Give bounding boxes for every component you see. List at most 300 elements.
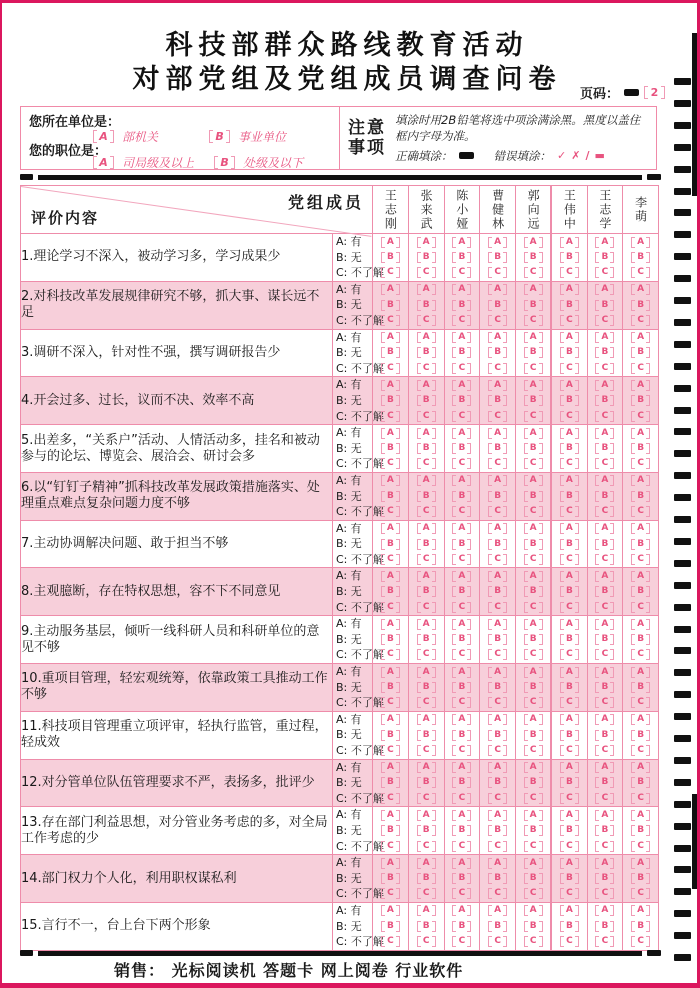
answer-bubble-b[interactable]: B: [381, 539, 400, 550]
answer-bubble-b[interactable]: B: [631, 491, 650, 502]
answer-bubble-b[interactable]: B: [524, 921, 543, 932]
answer-bubble-c[interactable]: C: [631, 841, 650, 852]
answer-bubble-b[interactable]: B: [417, 777, 436, 788]
answer-bubble-c[interactable]: C: [381, 363, 400, 374]
answer-bubble-c[interactable]: C: [488, 267, 507, 278]
answer-bubble-a[interactable]: A: [488, 332, 507, 343]
answer-bubble-a[interactable]: A: [560, 428, 579, 439]
answer-bubble-a[interactable]: A: [524, 428, 543, 439]
answer-bubble-b[interactable]: B: [595, 395, 614, 406]
answer-bubble-c[interactable]: C: [381, 697, 400, 708]
answer-bubble-a[interactable]: A: [417, 905, 436, 916]
answer-bubble-a[interactable]: A: [381, 571, 400, 582]
answer-bubble-c[interactable]: C: [452, 697, 471, 708]
answer-bubble-c[interactable]: C: [417, 697, 436, 708]
answer-bubble-a[interactable]: A: [452, 428, 471, 439]
answer-bubble-c[interactable]: C: [417, 745, 436, 756]
answer-bubble-b[interactable]: B: [452, 491, 471, 502]
answer-bubble-c[interactable]: C: [452, 649, 471, 660]
answer-bubble-c[interactable]: C: [417, 506, 436, 517]
answer-bubble-b[interactable]: B: [631, 539, 650, 550]
answer-bubble-a[interactable]: A: [631, 380, 650, 391]
answer-bubble-a[interactable]: A: [560, 858, 579, 869]
answer-bubble-b[interactable]: B: [560, 395, 579, 406]
answer-bubble-b[interactable]: B: [381, 730, 400, 741]
answer-bubble-a[interactable]: A: [452, 905, 471, 916]
answer-bubble-b[interactable]: B: [488, 682, 507, 693]
answer-bubble-c[interactable]: C: [452, 411, 471, 422]
answer-bubble-c[interactable]: C: [381, 267, 400, 278]
answer-bubble-c[interactable]: C: [452, 458, 471, 469]
answer-bubble-c[interactable]: C: [381, 936, 400, 947]
answer-bubble-a[interactable]: A: [381, 810, 400, 821]
answer-bubble-c[interactable]: C: [595, 936, 614, 947]
answer-bubble-c[interactable]: C: [524, 267, 543, 278]
answer-bubble-a[interactable]: A: [417, 332, 436, 343]
answer-bubble-c[interactable]: C: [381, 315, 400, 326]
answer-bubble-b[interactable]: B: [631, 921, 650, 932]
answer-bubble-a[interactable]: A: [631, 858, 650, 869]
answer-bubble-c[interactable]: C: [417, 649, 436, 660]
answer-bubble-a[interactable]: A: [595, 667, 614, 678]
answer-bubble-b[interactable]: B: [595, 586, 614, 597]
answer-bubble-a[interactable]: A: [452, 858, 471, 869]
answer-bubble-b[interactable]: B: [560, 730, 579, 741]
answer-bubble-b[interactable]: B: [524, 347, 543, 358]
answer-bubble-b[interactable]: B: [595, 825, 614, 836]
answer-bubble-b[interactable]: B: [488, 921, 507, 932]
answer-bubble-c[interactable]: C: [595, 506, 614, 517]
answer-bubble-a[interactable]: A: [381, 284, 400, 295]
answer-bubble-b[interactable]: B: [452, 921, 471, 932]
answer-bubble-b[interactable]: B: [524, 777, 543, 788]
answer-bubble-b[interactable]: B: [595, 634, 614, 645]
answer-bubble-b[interactable]: B: [452, 730, 471, 741]
answer-bubble-a[interactable]: A: [488, 714, 507, 725]
answer-bubble-c[interactable]: C: [631, 649, 650, 660]
answer-bubble-c[interactable]: C: [417, 793, 436, 804]
answer-bubble-b[interactable]: B: [381, 347, 400, 358]
answer-bubble-a[interactable]: A: [452, 571, 471, 582]
answer-bubble-b[interactable]: B: [560, 443, 579, 454]
answer-bubble-c[interactable]: C: [452, 506, 471, 517]
answer-bubble-c[interactable]: C: [560, 267, 579, 278]
answer-bubble-a[interactable]: A: [381, 905, 400, 916]
answer-bubble-a[interactable]: A: [595, 619, 614, 630]
answer-bubble-c[interactable]: C: [560, 697, 579, 708]
answer-bubble-a[interactable]: A: [488, 762, 507, 773]
answer-bubble-c[interactable]: C: [595, 841, 614, 852]
answer-bubble-b[interactable]: B: [452, 873, 471, 884]
answer-bubble-b[interactable]: B: [560, 682, 579, 693]
answer-bubble-a[interactable]: A: [560, 762, 579, 773]
answer-bubble-a[interactable]: A: [524, 571, 543, 582]
answer-bubble-b[interactable]: B: [595, 873, 614, 884]
answer-bubble-c[interactable]: C: [381, 602, 400, 613]
answer-bubble-b[interactable]: B: [488, 347, 507, 358]
answer-bubble-a[interactable]: A: [488, 810, 507, 821]
answer-bubble-b[interactable]: B: [488, 300, 507, 311]
answer-bubble-a[interactable]: A: [417, 762, 436, 773]
answer-bubble-a[interactable]: A: [381, 332, 400, 343]
answer-bubble-a[interactable]: A: [452, 332, 471, 343]
answer-bubble-c[interactable]: C: [560, 888, 579, 899]
answer-bubble-b[interactable]: B: [417, 491, 436, 502]
answer-bubble-b[interactable]: B: [631, 873, 650, 884]
answer-bubble-b[interactable]: B: [381, 586, 400, 597]
answer-bubble-a[interactable]: A: [595, 858, 614, 869]
answer-bubble-a[interactable]: A: [631, 619, 650, 630]
answer-bubble-c[interactable]: C: [417, 602, 436, 613]
answer-bubble-b[interactable]: B: [595, 539, 614, 550]
answer-bubble-b[interactable]: B: [417, 539, 436, 550]
answer-bubble-a[interactable]: A: [452, 475, 471, 486]
answer-bubble-a[interactable]: A: [417, 523, 436, 534]
answer-bubble-b[interactable]: B: [417, 586, 436, 597]
answer-bubble-c[interactable]: C: [524, 697, 543, 708]
answer-bubble-c[interactable]: C: [560, 841, 579, 852]
answer-bubble-c[interactable]: C: [524, 506, 543, 517]
answer-bubble-b[interactable]: B: [488, 395, 507, 406]
answer-bubble-a[interactable]: A: [560, 714, 579, 725]
answer-bubble-a[interactable]: A: [524, 905, 543, 916]
answer-bubble-a[interactable]: A: [381, 667, 400, 678]
answer-bubble-b[interactable]: B: [452, 825, 471, 836]
answer-bubble-b[interactable]: B: [595, 777, 614, 788]
answer-bubble-a[interactable]: A: [417, 810, 436, 821]
answer-bubble-b[interactable]: B: [417, 873, 436, 884]
answer-bubble-a[interactable]: A: [560, 237, 579, 248]
answer-bubble-c[interactable]: C: [488, 411, 507, 422]
answer-bubble-a[interactable]: A: [631, 762, 650, 773]
answer-bubble-b[interactable]: B: [381, 634, 400, 645]
answer-bubble-a[interactable]: A: [381, 475, 400, 486]
answer-bubble-a[interactable]: A: [452, 619, 471, 630]
answer-bubble-a[interactable]: A: [560, 571, 579, 582]
answer-bubble-c[interactable]: C: [452, 267, 471, 278]
answer-bubble-c[interactable]: C: [488, 697, 507, 708]
answer-bubble-c[interactable]: C: [381, 841, 400, 852]
answer-bubble-a[interactable]: A: [488, 237, 507, 248]
answer-bubble-a[interactable]: A: [595, 523, 614, 534]
answer-bubble-a[interactable]: A: [488, 858, 507, 869]
answer-bubble-b[interactable]: B: [524, 634, 543, 645]
answer-bubble-a[interactable]: A: [381, 619, 400, 630]
answer-bubble-a[interactable]: A: [631, 523, 650, 534]
answer-bubble-a[interactable]: A: [488, 428, 507, 439]
answer-bubble-c[interactable]: C: [488, 363, 507, 374]
answer-bubble-b[interactable]: B: [595, 347, 614, 358]
answer-bubble-a[interactable]: A: [452, 284, 471, 295]
answer-bubble-b[interactable]: B: [381, 300, 400, 311]
answer-bubble-b[interactable]: B: [452, 682, 471, 693]
answer-bubble-b[interactable]: B: [560, 825, 579, 836]
answer-bubble-b[interactable]: B: [417, 730, 436, 741]
answer-bubble-b[interactable]: B: [524, 395, 543, 406]
answer-bubble-a[interactable]: A: [381, 523, 400, 534]
answer-bubble-c[interactable]: C: [381, 554, 400, 565]
answer-bubble-a[interactable]: A: [560, 332, 579, 343]
answer-bubble-c[interactable]: C: [595, 888, 614, 899]
answer-bubble-a[interactable]: A: [452, 810, 471, 821]
position-option-a-bubble[interactable]: A: [93, 156, 114, 169]
answer-bubble-b[interactable]: B: [595, 921, 614, 932]
answer-bubble-a[interactable]: A: [560, 380, 579, 391]
answer-bubble-c[interactable]: C: [417, 888, 436, 899]
answer-bubble-b[interactable]: B: [417, 825, 436, 836]
answer-bubble-b[interactable]: B: [631, 634, 650, 645]
answer-bubble-b[interactable]: B: [452, 634, 471, 645]
answer-bubble-b[interactable]: B: [560, 586, 579, 597]
answer-bubble-c[interactable]: C: [452, 841, 471, 852]
answer-bubble-a[interactable]: A: [381, 762, 400, 773]
answer-bubble-b[interactable]: B: [524, 825, 543, 836]
answer-bubble-c[interactable]: C: [488, 793, 507, 804]
answer-bubble-a[interactable]: A: [524, 380, 543, 391]
answer-bubble-c[interactable]: C: [631, 602, 650, 613]
answer-bubble-a[interactable]: A: [631, 284, 650, 295]
answer-bubble-b[interactable]: B: [381, 873, 400, 884]
answer-bubble-c[interactable]: C: [417, 554, 436, 565]
answer-bubble-a[interactable]: A: [595, 475, 614, 486]
answer-bubble-a[interactable]: A: [417, 619, 436, 630]
answer-bubble-a[interactable]: A: [595, 284, 614, 295]
answer-bubble-b[interactable]: B: [560, 491, 579, 502]
answer-bubble-a[interactable]: A: [595, 571, 614, 582]
answer-bubble-a[interactable]: A: [524, 619, 543, 630]
answer-bubble-a[interactable]: A: [524, 237, 543, 248]
answer-bubble-c[interactable]: C: [488, 554, 507, 565]
answer-bubble-a[interactable]: A: [417, 714, 436, 725]
answer-bubble-c[interactable]: C: [417, 267, 436, 278]
answer-bubble-c[interactable]: C: [560, 363, 579, 374]
answer-bubble-c[interactable]: C: [560, 554, 579, 565]
answer-bubble-a[interactable]: A: [452, 237, 471, 248]
answer-bubble-c[interactable]: C: [524, 745, 543, 756]
answer-bubble-b[interactable]: B: [560, 347, 579, 358]
answer-bubble-a[interactable]: A: [452, 667, 471, 678]
answer-bubble-a[interactable]: A: [417, 380, 436, 391]
answer-bubble-a[interactable]: A: [595, 810, 614, 821]
answer-bubble-a[interactable]: A: [631, 332, 650, 343]
answer-bubble-b[interactable]: B: [488, 443, 507, 454]
answer-bubble-a[interactable]: A: [560, 284, 579, 295]
answer-bubble-a[interactable]: A: [560, 523, 579, 534]
answer-bubble-b[interactable]: B: [488, 252, 507, 263]
answer-bubble-b[interactable]: B: [452, 443, 471, 454]
answer-bubble-c[interactable]: C: [631, 411, 650, 422]
answer-bubble-c[interactable]: C: [631, 697, 650, 708]
answer-bubble-b[interactable]: B: [452, 586, 471, 597]
answer-bubble-a[interactable]: A: [381, 714, 400, 725]
answer-bubble-c[interactable]: C: [595, 267, 614, 278]
answer-bubble-c[interactable]: C: [560, 602, 579, 613]
answer-bubble-b[interactable]: B: [631, 443, 650, 454]
answer-bubble-a[interactable]: A: [631, 810, 650, 821]
answer-bubble-c[interactable]: C: [524, 936, 543, 947]
answer-bubble-b[interactable]: B: [417, 347, 436, 358]
answer-bubble-a[interactable]: A: [488, 619, 507, 630]
answer-bubble-a[interactable]: A: [595, 380, 614, 391]
answer-bubble-a[interactable]: A: [452, 523, 471, 534]
answer-bubble-a[interactable]: A: [417, 237, 436, 248]
answer-bubble-c[interactable]: C: [595, 793, 614, 804]
answer-bubble-c[interactable]: C: [595, 363, 614, 374]
answer-bubble-b[interactable]: B: [417, 921, 436, 932]
answer-bubble-b[interactable]: B: [452, 300, 471, 311]
answer-bubble-b[interactable]: B: [488, 825, 507, 836]
answer-bubble-c[interactable]: C: [452, 315, 471, 326]
answer-bubble-c[interactable]: C: [631, 554, 650, 565]
answer-bubble-c[interactable]: C: [381, 458, 400, 469]
answer-bubble-b[interactable]: B: [631, 825, 650, 836]
answer-bubble-c[interactable]: C: [381, 745, 400, 756]
answer-bubble-a[interactable]: A: [560, 905, 579, 916]
answer-bubble-c[interactable]: C: [631, 267, 650, 278]
unit-option-b-bubble[interactable]: B: [209, 130, 230, 143]
answer-bubble-b[interactable]: B: [595, 682, 614, 693]
answer-bubble-b[interactable]: B: [524, 730, 543, 741]
answer-bubble-a[interactable]: A: [452, 762, 471, 773]
answer-bubble-a[interactable]: A: [452, 380, 471, 391]
answer-bubble-a[interactable]: A: [488, 905, 507, 916]
answer-bubble-c[interactable]: C: [631, 936, 650, 947]
answer-bubble-c[interactable]: C: [560, 458, 579, 469]
answer-bubble-a[interactable]: A: [417, 428, 436, 439]
answer-bubble-c[interactable]: C: [417, 841, 436, 852]
answer-bubble-b[interactable]: B: [524, 586, 543, 597]
answer-bubble-b[interactable]: B: [417, 682, 436, 693]
answer-bubble-b[interactable]: B: [631, 347, 650, 358]
answer-bubble-b[interactable]: B: [524, 873, 543, 884]
answer-bubble-b[interactable]: B: [452, 395, 471, 406]
answer-bubble-c[interactable]: C: [560, 793, 579, 804]
answer-bubble-b[interactable]: B: [488, 777, 507, 788]
answer-bubble-c[interactable]: C: [560, 745, 579, 756]
answer-bubble-b[interactable]: B: [595, 252, 614, 263]
answer-bubble-c[interactable]: C: [524, 554, 543, 565]
answer-bubble-a[interactable]: A: [560, 475, 579, 486]
answer-bubble-b[interactable]: B: [631, 586, 650, 597]
answer-bubble-c[interactable]: C: [488, 458, 507, 469]
answer-bubble-a[interactable]: A: [381, 380, 400, 391]
answer-bubble-a[interactable]: A: [452, 714, 471, 725]
answer-bubble-c[interactable]: C: [524, 411, 543, 422]
answer-bubble-b[interactable]: B: [417, 395, 436, 406]
answer-bubble-b[interactable]: B: [452, 539, 471, 550]
answer-bubble-b[interactable]: B: [524, 491, 543, 502]
answer-bubble-c[interactable]: C: [560, 936, 579, 947]
answer-bubble-c[interactable]: C: [452, 936, 471, 947]
answer-bubble-b[interactable]: B: [560, 252, 579, 263]
answer-bubble-c[interactable]: C: [524, 793, 543, 804]
answer-bubble-b[interactable]: B: [631, 300, 650, 311]
answer-bubble-a[interactable]: A: [631, 571, 650, 582]
answer-bubble-a[interactable]: A: [488, 667, 507, 678]
answer-bubble-a[interactable]: A: [524, 714, 543, 725]
answer-bubble-b[interactable]: B: [524, 252, 543, 263]
answer-bubble-b[interactable]: B: [560, 777, 579, 788]
position-option-b-bubble[interactable]: B: [214, 156, 235, 169]
answer-bubble-c[interactable]: C: [595, 458, 614, 469]
answer-bubble-a[interactable]: A: [417, 571, 436, 582]
answer-bubble-a[interactable]: A: [631, 237, 650, 248]
answer-bubble-c[interactable]: C: [452, 888, 471, 899]
answer-bubble-c[interactable]: C: [595, 411, 614, 422]
answer-bubble-a[interactable]: A: [524, 667, 543, 678]
answer-bubble-c[interactable]: C: [595, 315, 614, 326]
answer-bubble-c[interactable]: C: [488, 649, 507, 660]
answer-bubble-b[interactable]: B: [381, 825, 400, 836]
answer-bubble-a[interactable]: A: [488, 571, 507, 582]
answer-bubble-b[interactable]: B: [560, 539, 579, 550]
answer-bubble-a[interactable]: A: [417, 475, 436, 486]
answer-bubble-b[interactable]: B: [524, 682, 543, 693]
answer-bubble-a[interactable]: A: [488, 380, 507, 391]
answer-bubble-a[interactable]: A: [595, 714, 614, 725]
answer-bubble-b[interactable]: B: [595, 491, 614, 502]
answer-bubble-c[interactable]: C: [524, 888, 543, 899]
answer-bubble-b[interactable]: B: [560, 921, 579, 932]
answer-bubble-b[interactable]: B: [524, 300, 543, 311]
answer-bubble-b[interactable]: B: [381, 921, 400, 932]
answer-bubble-c[interactable]: C: [452, 554, 471, 565]
answer-bubble-b[interactable]: B: [381, 682, 400, 693]
answer-bubble-c[interactable]: C: [595, 745, 614, 756]
answer-bubble-a[interactable]: A: [381, 237, 400, 248]
answer-bubble-b[interactable]: B: [452, 252, 471, 263]
answer-bubble-b[interactable]: B: [488, 634, 507, 645]
answer-bubble-a[interactable]: A: [524, 332, 543, 343]
answer-bubble-b[interactable]: B: [488, 873, 507, 884]
answer-bubble-c[interactable]: C: [524, 602, 543, 613]
answer-bubble-b[interactable]: B: [595, 300, 614, 311]
answer-bubble-c[interactable]: C: [381, 793, 400, 804]
answer-bubble-c[interactable]: C: [488, 936, 507, 947]
answer-bubble-c[interactable]: C: [417, 458, 436, 469]
answer-bubble-a[interactable]: A: [524, 858, 543, 869]
answer-bubble-b[interactable]: B: [631, 777, 650, 788]
answer-bubble-c[interactable]: C: [631, 506, 650, 517]
answer-bubble-a[interactable]: A: [595, 428, 614, 439]
answer-bubble-c[interactable]: C: [631, 745, 650, 756]
answer-bubble-a[interactable]: A: [524, 810, 543, 821]
answer-bubble-a[interactable]: A: [631, 667, 650, 678]
answer-bubble-b[interactable]: B: [488, 491, 507, 502]
answer-bubble-a[interactable]: A: [417, 284, 436, 295]
answer-bubble-c[interactable]: C: [631, 315, 650, 326]
answer-bubble-b[interactable]: B: [631, 730, 650, 741]
answer-bubble-b[interactable]: B: [381, 252, 400, 263]
answer-bubble-c[interactable]: C: [524, 363, 543, 374]
answer-bubble-c[interactable]: C: [560, 411, 579, 422]
answer-bubble-c[interactable]: C: [524, 315, 543, 326]
answer-bubble-b[interactable]: B: [524, 443, 543, 454]
answer-bubble-c[interactable]: C: [631, 458, 650, 469]
answer-bubble-a[interactable]: A: [524, 475, 543, 486]
answer-bubble-a[interactable]: A: [524, 523, 543, 534]
answer-bubble-a[interactable]: A: [595, 237, 614, 248]
answer-bubble-a[interactable]: A: [524, 284, 543, 295]
answer-bubble-a[interactable]: A: [417, 667, 436, 678]
answer-bubble-c[interactable]: C: [452, 793, 471, 804]
answer-bubble-b[interactable]: B: [381, 777, 400, 788]
answer-bubble-c[interactable]: C: [488, 841, 507, 852]
answer-bubble-c[interactable]: C: [595, 602, 614, 613]
answer-bubble-b[interactable]: B: [488, 586, 507, 597]
answer-bubble-b[interactable]: B: [417, 252, 436, 263]
answer-bubble-b[interactable]: B: [417, 300, 436, 311]
